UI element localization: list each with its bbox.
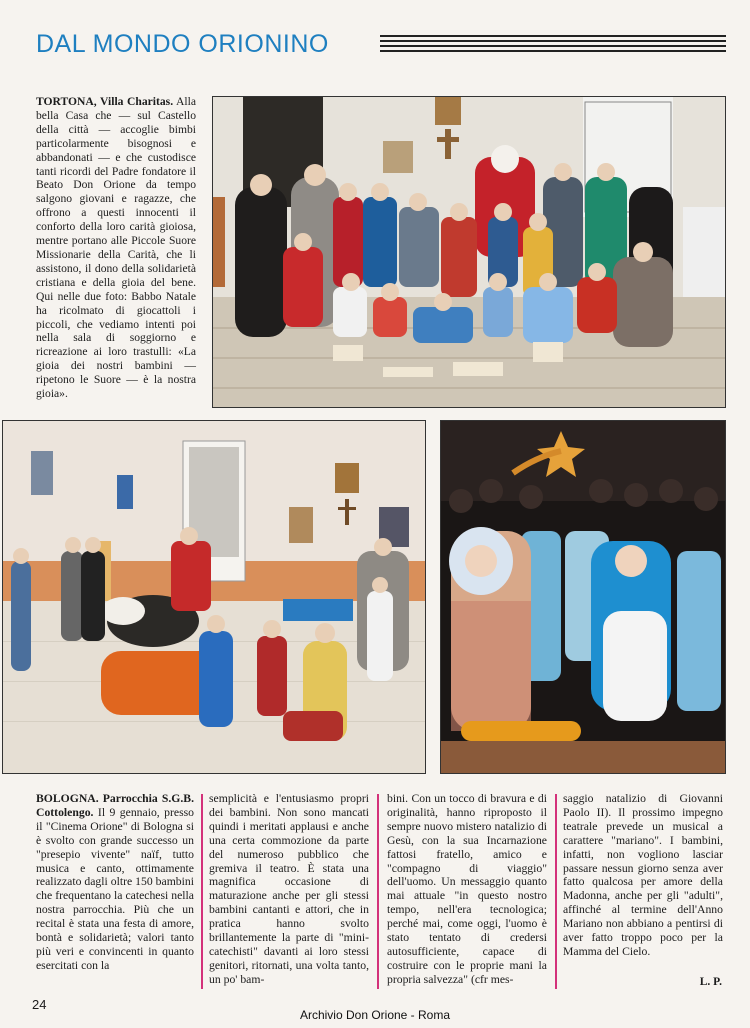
intro-body: Alla bella Casa che — sul Castello della città — accoglie bimbi particolarmente bisognosi e abbandonati — e che custodisce tanti ricordi del Padre fondatore il Beato Don Orione da tempo salgono giovani e ragazze, che offrono a questi innocenti il conforto della loro carità gioiosa, mentre portano alle Piccole Suore Missionarie della Carità, che li assistono, il dono della solidarietà cristiana e della gioia del bene. Qui nelle due foto: Babbo Natale ha ricolmato di giocattoli i piccoli, che vediamo intenti poi nella sala di soggiorno e ricreazione ai loro trastulli: «La gioia dei nostri bambini — ripetono le Suore — è la nostra gioia». xyxy=(36,95,196,401)
intro-lead: TORTONA, Villa Charitas. xyxy=(36,95,174,108)
photo-nativity xyxy=(440,420,726,774)
column-separator xyxy=(377,794,379,989)
header-rules xyxy=(380,35,726,59)
article-column-3: bini. Con un tocco di bravura e di originalità, hanno riproposto il sempre nuovo mistero natalizio di Gesù, con la sua Incarnazione fattosi fratello, amico e "compagno di viaggio" dell'uomo. Un messaggio quanto mai attuale "in questo nostro tempo, nell'era tecnologica; perché mai, come oggi, l'uomo è stato tentato di credersi autosufficiente, capace di costruire con le proprie mani la propria salvezza" (cfr mes- xyxy=(387,792,547,986)
photo-playroom xyxy=(2,420,426,774)
article-column-2: semplicità e l'entusiasmo propri dei bambini. Non sono mancati quindi i meritati applausi e anche una certa commozione da parte del numeroso pubblico che gremiva il teatro. È stata una magnifica occasione di maturazione anche per gli stessi bambini cantanti e attori, che in pratica hanno svolto brillantemente la parte di "mini-catechisti" davanti ai loro stessi genitori, ritornati, una volta tanto, un po' bam- xyxy=(209,792,369,986)
page-number: 24 xyxy=(32,997,47,1012)
column-separator xyxy=(201,794,203,989)
column-separator xyxy=(555,794,557,989)
article-column-4: saggio natalizio di Giovanni Paolo II). Il prossimo impegno teatrale prevede un musical a carattere "mariano". I bambini, infatti, non vogliono lasciar passare nessun giorno senza aver fatto qualcosa per amore della Madonna, anche per gli "adulti", affinché al termine dell'Anno Mariano non abbiano a pentirsi di aver fatto troppo poco per la Mamma del Cielo. xyxy=(563,792,723,958)
author-signature: L. P. xyxy=(699,976,722,988)
photo-santa-children xyxy=(212,96,726,408)
intro-paragraph xyxy=(36,95,196,401)
column-text: Il 9 gennaio, presso il "Cinema Orione" di Bologna si è svolto con grande successo un "presepio vivente" naïf, tutto musica e canto, ottimamente realizzato dagli oltre 150 bambini che frequentano la catechesi nella nostra parrocchia. Più che un recital è stata una festa di amore, bontà e solidarietà; valori tanto più veri e convincenti in quanto esercitati con la xyxy=(36,805,195,972)
article-column-1 xyxy=(36,792,194,973)
column-lead: BOLOGNA. Parrocchia S.G.B. Cottolengo. xyxy=(36,792,194,819)
archive-caption: Archivio Don Orione - Roma xyxy=(299,1008,451,1022)
section-title: DAL MONDO ORIONINO xyxy=(36,30,329,58)
